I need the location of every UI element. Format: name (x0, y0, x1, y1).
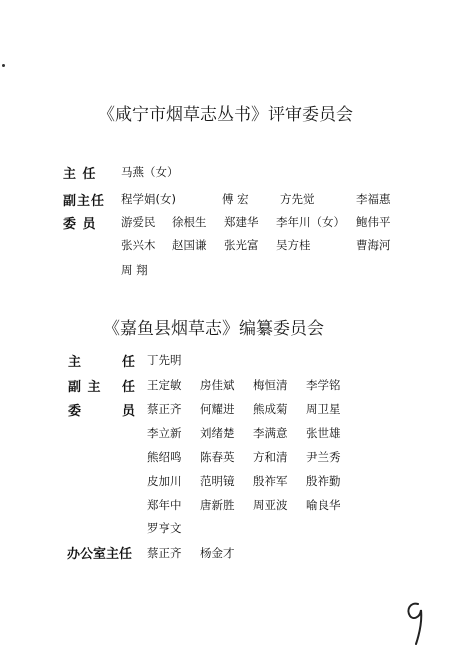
member-name: 陈春英 (200, 450, 235, 464)
member-name: 唐新胜 (200, 498, 235, 512)
member-name: 张世雄 (306, 426, 341, 440)
member-name: 何耀进 (200, 402, 235, 416)
member-name: 蔡正齐 (147, 402, 182, 416)
member-name: 郑建华 (224, 215, 259, 229)
label-deputy-director: 任 (122, 380, 137, 395)
member-name: 尹兰秀 (306, 450, 341, 464)
member-name: 鲍伟平 (356, 215, 391, 229)
member-name: 皮加川 (147, 474, 182, 488)
member-name: 王定敏 (147, 378, 182, 392)
committee-title-compilation: 《嘉鱼县烟草志》编纂委员会 (103, 319, 324, 339)
label-director: 主 任 (63, 167, 97, 182)
member-name: 李立新 (147, 426, 182, 440)
member-name: 周亚波 (253, 498, 288, 512)
scan-speck (2, 64, 5, 67)
member-name: 蔡正齐 (147, 546, 182, 560)
committee-title-review: 《咸宁市烟草志丛书》评审委员会 (98, 105, 353, 125)
member-name: 范明镜 (200, 474, 235, 488)
member-name: 刘绪楚 (200, 426, 235, 440)
member-name: 吴方桂 (276, 238, 311, 252)
member-name: 程学娟(女) (121, 192, 176, 206)
member-name: 李年川（女） (276, 215, 345, 229)
member-name: 游爱民 (121, 215, 156, 229)
member-name: 傅 宏 (222, 192, 249, 206)
member-name: 熊成菊 (253, 402, 288, 416)
member-name: 张光富 (224, 238, 259, 252)
member-name: 李满意 (253, 426, 288, 440)
member-name: 周卫星 (306, 402, 341, 416)
label-director: 主 (68, 355, 83, 370)
member-name: 房佳斌 (200, 378, 235, 392)
label-members: 委 (68, 404, 83, 419)
member-name: 李福惠 (356, 192, 391, 206)
label-deputy-director: 副 主 (68, 380, 102, 395)
member-name: 喻良华 (306, 498, 341, 512)
label-deputy-director: 副主任 (63, 194, 106, 209)
handwritten-page-mark (398, 598, 432, 648)
member-name: 丁先明 (147, 353, 182, 367)
member-name: 梅恒清 (253, 378, 288, 392)
member-name: 曹海河 (356, 238, 391, 252)
label-members: 员 (122, 404, 137, 419)
label-office-director: 办公室主任 (67, 547, 133, 562)
label-director: 任 (122, 355, 137, 370)
member-name: 李学铭 (306, 378, 341, 392)
member-name: 殷祚勤 (306, 474, 341, 488)
member-name: 熊绍鸣 (147, 450, 182, 464)
member-name: 方和清 (253, 450, 288, 464)
member-name: 张兴木 (121, 238, 156, 252)
member-name: 杨金才 (200, 546, 235, 560)
label-members: 委 员 (63, 217, 97, 232)
member-name: 马燕（女） (121, 165, 179, 179)
member-name: 罗亨文 (147, 521, 182, 535)
member-name: 郑年中 (147, 498, 182, 512)
member-name: 周 翔 (121, 263, 148, 277)
member-name: 殷祚军 (253, 474, 288, 488)
member-name: 方先觉 (280, 192, 315, 206)
member-name: 徐根生 (172, 215, 207, 229)
member-name: 赵国谦 (172, 238, 207, 252)
